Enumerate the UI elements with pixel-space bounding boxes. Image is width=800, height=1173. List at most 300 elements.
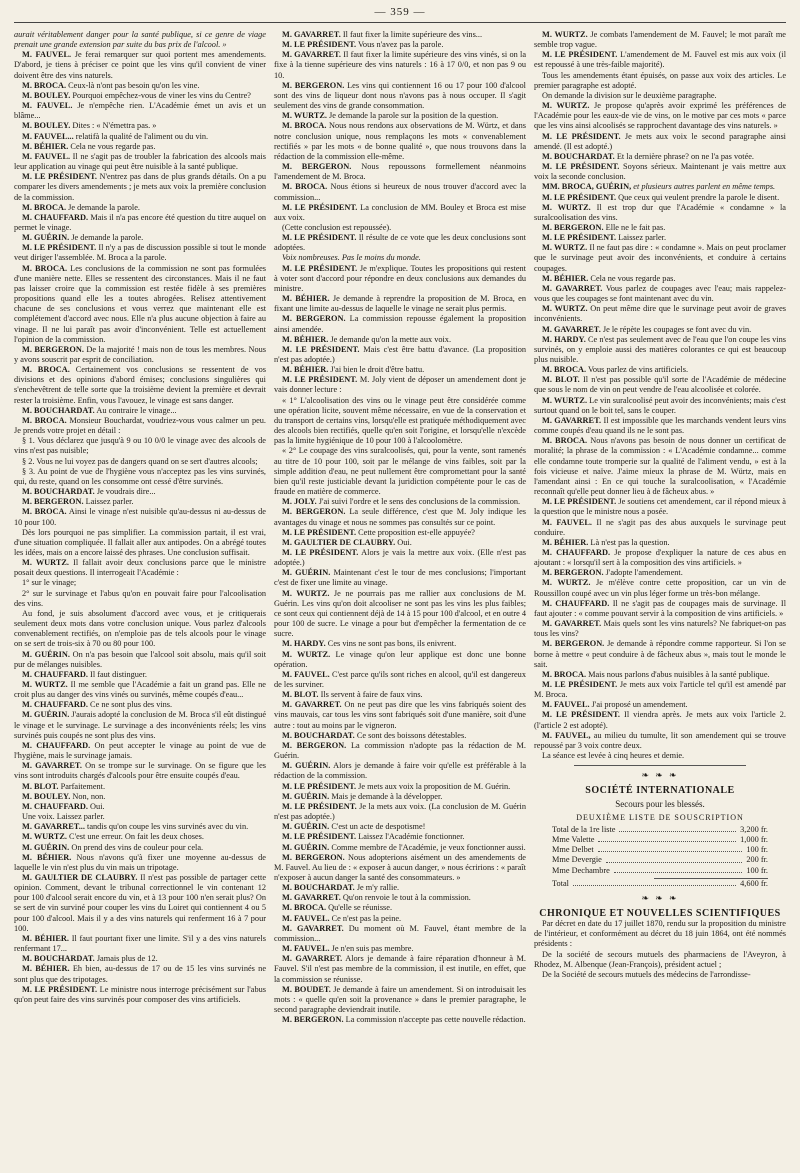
paragraph-text: Mais il n'a pas encore été question du titre auquel on permet le vinage. [14, 212, 266, 232]
subscription-list-title: DEUXIÈME LISTE DE SOUSCRIPTION [576, 812, 744, 822]
speaker-name: M. BÉHIER. [282, 294, 330, 304]
speaker-name: M. BOULEY. [22, 791, 71, 801]
paragraph-text: Il n'y a pas de discussion possible si tout le monde veut diriger l'assemblée. M. Broca a la parole. [14, 243, 266, 263]
paragraph-text: On n'a pas besoin que l'alcool soit absolu, mais qu'il soit pur de mélanges nuisibles. [14, 649, 266, 669]
paragraph-text: Une voix. Laissez parler. [22, 812, 105, 822]
paragraph-text: « 2° Le coupage des vins suralcoolisés, qui, pour la vente, sont ramenés au titre de 10 pour 100, soit par le mélange de vins faibles, soit par la simple addition d'eau, ne peut nullement être compromettant pour la santé bien qu'il reste justiciable devant la juridiction compétente pour le cas de fraude en matière de commerce. [274, 446, 526, 497]
speaker-name: M. BERGERON. [282, 852, 345, 862]
speaker-name: M. BÉHIER. [22, 933, 69, 943]
paragraph [534, 751, 786, 761]
paragraph-text: § 1. Vous déclarez que jusqu'à 9 ou 10 0/0 le vinage avec des alcools de vins n'est pas nuisible; [14, 436, 266, 456]
speaker-name: M. GAVARRET. [282, 700, 342, 710]
paragraph [274, 335, 526, 345]
paragraph-text: Ceux-là n'ont pas besoin qu'on les vine. [66, 80, 200, 90]
paragraph-text: Les vins qui contiennent 16 ou 17 pour 100 d'alcool sont des vins de liqueur dont nous n'avons pas à nous occuper. Il s'agit seulement des vins de grande consommation. [274, 80, 526, 111]
paragraph [274, 589, 526, 640]
speaker-name: M. BROCA. [282, 182, 328, 192]
paragraph-text: Je ferai remarquer sur quoi portent mes amendements. D'abord, je tiens à préciser ce point que les vins qu'il convient de viner doivent être des vins naturels. [14, 50, 266, 80]
paragraph-text: aurait véritablement danger pour la santé publique, si ce genre de viage prenait une grande extension par suite du bas prix de l'alcool. » [14, 30, 266, 50]
paragraph-text: Je mets aux voix la proposition de M. Guérin. [356, 781, 511, 791]
paragraph [14, 121, 266, 131]
paragraph-text: Au fond, je suis absolument d'accord avec vous, et je critiquerais seulement deux mots dans votre conclusion unique. Vous parlez d'alcools convenablement rectifiés, on n'emploie pas de tels alcools pour le vinage on se sert de trois-six à 70 ou 80 pour 100. [14, 608, 266, 649]
paragraph [534, 304, 786, 324]
speaker-name: M. WURTZ. [542, 395, 588, 405]
speaker-name: M. WURTZ. [542, 30, 588, 39]
paragraph-text: Il fallait avoir deux conclusions parce que le ministre posait deux questions. Il interrogeait l'Académie : [14, 558, 266, 578]
speaker-name: M. LE PRÉSIDENT. [542, 192, 617, 202]
paragraph-text: Le vin suralcoolisé peut avoir des inconvénients; mais c'est surtout quand on le boit tel, sans le couper. [534, 395, 786, 415]
speaker-name: M. BERGERON. [542, 222, 604, 232]
subscription-amount: 100 fr. [746, 845, 768, 855]
paragraph [534, 274, 786, 284]
paragraph-text: Je voudrais dire... [94, 487, 156, 497]
speaker-name: M. LE PRÉSIDENT. [22, 984, 98, 994]
speaker-name: M. LE PRÉSIDENT. [282, 801, 357, 811]
paragraph [14, 609, 266, 650]
paragraph [14, 243, 266, 263]
speaker-name: M. FAUVEL... [22, 131, 74, 141]
paragraph [534, 132, 786, 152]
paragraph-text: Cela ne vous regarde pas. [588, 273, 676, 283]
paragraph [14, 365, 266, 406]
paragraph-text: Les conclusions de la commission ne sont pas formulées d'une manière nette. Elles se ressentent des circonstances. Mais il ne faut pas laisser croire que la commission est restée fidèle à ses premières propositions quand elle les a toutes abrogées. Relisez attentivement chacune de ses conclusions et vous verrez que maintenant elle est complétement d'accord avec nous. Elle n'a plus aucune objection à faire au vinage. Il ne lui paraît pas avoir d'inconvénient. Telle est actuellement l'opinion de la commission. [14, 263, 266, 344]
paragraph [14, 792, 266, 802]
paragraph-text: Je mets aux voix le second paragraphe ainsi amendé. (Il est adopté.) [534, 131, 786, 151]
speaker-name: M. FAUVEL. [22, 151, 71, 161]
paragraph [274, 203, 526, 223]
paragraph-text: Je m'élève contre cette proposition, car un vin de Roussillon coupé avec un vin plus léger forme un très-bon mélange. [534, 578, 786, 598]
paragraph [14, 761, 266, 781]
paragraph-text: Je propose d'expliquer la nature de ces abus en ajoutant : « lorsqu'il sert à la composition des vins artificiels. » [534, 547, 786, 568]
speaker-name: M. WURTZ. [542, 101, 590, 111]
speaker-name: M. BERGERON. [282, 80, 345, 90]
paragraph [274, 802, 526, 822]
dot-leader [598, 835, 736, 842]
paragraph-text: Alors je vais la mettre aux voix. (Elle n'est pas adoptée.) [274, 547, 526, 568]
paragraph [274, 731, 526, 741]
speaker-name: M. BOUCHARDAT. [22, 954, 95, 964]
subscriber-name: Mme Delbet [552, 845, 594, 855]
speaker-name: M. FAUVEL. [282, 913, 330, 923]
dot-leader [606, 855, 742, 862]
paragraph [274, 700, 526, 730]
paragraph-text: Je demande à reprendre la proposition de M. Broca, en fixant une limite au-dessus de laquelle le vinage ne serait plus permis. [274, 294, 526, 314]
paragraph [534, 233, 786, 243]
paragraph [274, 223, 526, 233]
paragraph-text: Mais c'est être battu d'avance. (La proposition n'est pas adoptée.) [274, 344, 526, 364]
paragraph-text: Soyons sérieux. Maintenant je vais mettre aux voix la seconde conclusion. [534, 162, 786, 182]
speaker-name: M. WURTZ. [282, 111, 327, 121]
speaker-name: M. BROCA. [282, 121, 327, 131]
paragraph-text: M. Joly vient de déposer un amendement dont je vais donner lecture : [274, 375, 526, 395]
speaker-name: M. WURTZ. [22, 558, 70, 568]
paragraph [274, 497, 526, 507]
paragraph-text: Dites : « N'émettra pas. » [70, 121, 157, 131]
paragraph [534, 731, 786, 751]
paragraph-text: Nous étions si heureux de nous trouver d'accord avec la commission... [274, 182, 526, 202]
paragraph [274, 954, 526, 984]
paragraph [274, 528, 526, 538]
paragraph [274, 639, 526, 649]
paragraph [534, 578, 786, 598]
paragraph-text: La commission n'accepte pas cette nouvelle rédaction. [343, 1015, 526, 1025]
column-2 [274, 30, 526, 1169]
paragraph-text: Dès lors pourquoi ne pas simplifier. La commission partait, il est vrai, d'une situation compliquée. Il fallait aller aux antipodes. On a abrégé toutes les idées, mais on a encore laissé des phrases. Une conclusion suffisait. [14, 527, 266, 557]
paragraph [14, 985, 266, 1005]
speaker-name: M. BERGERON. [542, 639, 605, 649]
paragraph-text: Je soutiens cet amendement, car il répond mieux à la question que le ministre nous a posée. [534, 497, 786, 517]
speaker-name: M. BÉHIER. [282, 334, 329, 344]
paragraph-text: Je n'empêche rien. L'Académie émet un avis et un blâme... [14, 101, 266, 121]
speaker-name: M. BROCA. [22, 80, 67, 90]
paragraph [274, 446, 526, 497]
paragraph-text: Ils servent à faire de faux vins. [318, 690, 423, 700]
speaker-name: M. GAVARRET... [22, 822, 85, 832]
subscription-amount: 1,000 fr. [740, 835, 768, 845]
subscription-amount: 3,200 fr. [740, 824, 768, 834]
total-label: Total [552, 878, 569, 888]
paragraph [274, 182, 526, 202]
paragraph-text: La commission repousse également la proposition ainsi amendée. [274, 314, 526, 334]
paragraph [534, 396, 786, 416]
speaker-name: M. BOUCHARDAT. [22, 405, 95, 415]
speaker-name: M. BROCA. [542, 436, 588, 446]
speaker-name: M. BLOT. [542, 375, 580, 385]
speaker-name: M. GAVARRET. [282, 923, 344, 933]
speaker-name: M. LE PRÉSIDENT. [282, 344, 360, 354]
paragraph-text: Nous adopterions aisément un des amendements de M. Fauvel. Au lieu de : « exposer à aucun danger, » nous écririons : « paraît n'exposer à aucun danger la santé des consommateurs. » [274, 852, 526, 882]
speaker-name: M. GAVARRET. [282, 50, 341, 60]
speaker-name: M. WURTZ. [542, 202, 591, 212]
dot-leader [619, 825, 736, 832]
paragraph-text: Je demande la parole sur la position de la question. [326, 111, 499, 121]
paragraph [534, 670, 786, 680]
speaker-name: M. BLOT. [282, 690, 319, 700]
paragraph-text: Monsieur Bouchardat, voudriez-vous vous calmer un peu. Je prends votre projet en détail : [14, 415, 266, 436]
speaker-name: M. BÉHIER. [22, 964, 70, 974]
paragraph-text: (Cette conclusion est repoussée). [282, 222, 392, 232]
speaker-name: M. BROCA. [282, 903, 327, 913]
paragraph-text: La seule différence, c'est que M. Joly indique les avantages du vinage et nous ne sommes pas consultés sur ce point. [274, 507, 526, 527]
speaker-name: M. WURTZ. [282, 588, 330, 598]
speaker-name: M. GAULTIER DE CLAUBRY. [22, 872, 138, 882]
paragraph-text: Maintenant c'est le tour de mes conclusions; l'important c'est de fixer une limite au vinage. [274, 568, 526, 588]
paragraph-text: J'adopte l'amendement. [603, 568, 683, 578]
speaker-name: M. LE PRÉSIDENT. [282, 202, 358, 212]
speaker-name: M. WURTZ. [542, 578, 591, 588]
paragraph [274, 761, 526, 781]
paragraph [14, 416, 266, 436]
speaker-name: M. LE PRÉSIDENT. [22, 243, 97, 253]
speaker-name: M. BÉHIER. [22, 141, 69, 151]
paragraph-text: et plusieurs autres parlent en même temps. [631, 182, 776, 192]
paragraph-text: Il n'est pas possible qu'il sorte de l'Académie de médecine que sous le nom de vin on peut vendre de l'eau alcoolisée et colorée. [534, 375, 786, 395]
paragraph-text: Le ministre nous interroge précisément sur l'abus qu'on peut faire des vins survinés pour composer des vins artificiels. [14, 984, 266, 1004]
paragraph-text: Nous repoussons formellement néanmoins l'amendement de M. Broca. [274, 162, 526, 182]
paragraph-text: Ce n'est pas la peine. [329, 913, 402, 923]
paragraph [274, 253, 526, 263]
paragraph [14, 30, 266, 50]
paragraph-text: Je m'y rallie. [354, 883, 400, 893]
speaker-name: M. BÉHIER. [542, 273, 589, 283]
speaker-name: M. LE PRÉSIDENT. [542, 162, 620, 172]
speaker-name: M. LE PRÉSIDENT. [282, 375, 358, 385]
speaker-name: M. BROCA. [22, 507, 67, 517]
paragraph-text: Je la mets aux voix. (La conclusion de M. Guérin n'est pas adoptée.) [274, 801, 526, 822]
column-3 [534, 30, 786, 1169]
paragraph-text: Je n'en suis pas membre. [329, 944, 414, 954]
paragraph [274, 294, 526, 314]
paragraph [14, 802, 266, 812]
paragraph-text: J'aurais adopté la conclusion de M. Broca s'il eût distingué le vinage et le survinage. Le survinage a des inconvénients réels; les vins survinés puis coupés ne sont plus des vins. [14, 710, 266, 740]
paragraph-text: La séance est levée à cinq heures et demie. [542, 751, 685, 761]
paragraph-text: Au contraire le vinage... [94, 405, 177, 415]
paragraph [14, 172, 266, 202]
paragraph [14, 650, 266, 670]
paragraph-text: Laissez l'Académie fonctionner. [356, 832, 465, 842]
paragraph-text: tandis qu'on coupe les vins survinés avec du vin. [84, 822, 249, 832]
paragraph-text: Cette proposition est-elle appuyée? [356, 527, 475, 537]
speaker-name: M. FAUVEL. [22, 50, 72, 60]
paragraph [534, 325, 786, 335]
paragraph [14, 264, 266, 345]
paragraph-text: Il ne faut pas dire : « condamne ». Mais on peut proclamer que le survinage peut avoir des inconvénients, et conduire à certains coupages. [534, 243, 786, 273]
paragraph [274, 40, 526, 50]
subscription-row [534, 825, 786, 835]
paragraph [14, 822, 266, 832]
speaker-name: M. GUÉRIN. [22, 233, 70, 243]
paragraph-text: Il résulte de ce vote que les deux conclusions sont adoptées. [274, 233, 526, 253]
paragraph-text: Le vinage qu'on leur applique est donc une bonne opération. [274, 649, 526, 669]
chronique-paragraph: Par décret en date du 17 juillet 1870, rendu sur la proposition du ministre de l'intérieur, et conformément au décret du 18 juin 1864, ont été nommés présidents : [534, 919, 786, 949]
paragraph-text: Du moment où M. Fauvel, étant membre de la commission... [274, 923, 526, 943]
speaker-name: M. GAVARRET. [542, 324, 601, 334]
paragraph [274, 944, 526, 954]
paragraph [534, 203, 786, 223]
speaker-name: M. BERGERON. [22, 497, 84, 507]
speaker-name: M. BROCA. [542, 365, 587, 375]
speaker-name: M. BOUDET. [282, 984, 331, 994]
paragraph-text: Je demande à faire un amendement. Si on introduisait les mots : « quelle qu'en soit la provenance » dans le premier paragraphe, le second paragraphe deviendrait inutile. [274, 984, 526, 1014]
speaker-name: M. BOUCHARDAT. [282, 730, 355, 740]
paragraph-text: Elle ne le fait pas. [603, 222, 666, 232]
paragraph [14, 873, 266, 934]
paragraph [14, 213, 266, 233]
speaker-name: M. BERGERON. [282, 162, 352, 172]
speaker-name: M. LE PRÉSIDENT. [542, 131, 621, 141]
paragraph [534, 284, 786, 304]
paragraph-text: Je m'explique. Toutes les propositions qui restent à voter sont d'accord pour répondre en deux conclusions aux demandes du ministre. [274, 263, 526, 293]
speaker-name: M. LE PRÉSIDENT. [282, 832, 357, 842]
paragraph [274, 741, 526, 761]
paragraph [274, 50, 526, 80]
speaker-name: M. BOULEY. [22, 90, 71, 100]
paragraph-text: Vous parlez de vins artificiels. [586, 365, 689, 375]
paragraph-text: relatifà la qualité de l'aliment ou du vin. [73, 131, 209, 141]
paragraph-text: § 2. Vous ne lui voyez pas de dangers quand on se sert d'autres alcools; [22, 456, 258, 466]
paragraph [274, 914, 526, 924]
subscription-row [534, 866, 786, 876]
paragraph [274, 853, 526, 883]
speaker-name: M. CHAUFFARD. [22, 669, 88, 679]
paragraph [14, 50, 266, 80]
paragraph [274, 111, 526, 121]
paragraph [14, 589, 266, 609]
paragraph-text: J'ai bien le droit d'être battu. [328, 365, 425, 375]
paragraph-text: N'entrez pas dans de plus grands détails. On a pu comparer les divers amendements ; je mets aux voix la première conclusion de la commission. [14, 172, 266, 202]
paragraph-text: Je demande la parole. [69, 233, 144, 243]
speaker-name: M. BERGERON. [282, 740, 347, 750]
paragraph [534, 50, 786, 70]
paragraph [274, 162, 526, 182]
speaker-name: M. WURTZ. [542, 304, 588, 314]
paragraph-text: La conclusion de MM. Bouley et Broca est mise aux voix. [274, 202, 526, 222]
paragraph-text: Laissez parler. [83, 497, 134, 507]
speaker-name: M. FAUVEL, [542, 730, 591, 740]
paragraph [534, 619, 786, 639]
paragraph [534, 416, 786, 436]
speaker-name: M. BÉHIER. [542, 537, 589, 547]
speaker-name: M. LE PRÉSIDENT. [282, 781, 357, 791]
paragraph-text: Mais nous parlons d'abus nuisibles à la santé publique. [586, 669, 770, 679]
subscriber-name: Mme Devergie [552, 855, 602, 865]
paragraph-text: Ce sont des boissons détestables. [354, 730, 467, 740]
paragraph-text: L'amendement de M. Fauvel est mis aux voix (il est repoussé à une très-faible majorité). [534, 50, 786, 70]
subscription-list [534, 825, 786, 876]
speaker-name: M. FAUVEL. [542, 700, 590, 710]
speaker-name: M. BERGERON. [282, 507, 346, 517]
speaker-name: M. LE PRÉSIDENT. [542, 680, 618, 689]
paragraph-text: Mais je demande à la développer. [329, 791, 443, 801]
paragraph-text: Ces vins ne sont pas bons, ils enivrent. [325, 639, 457, 649]
speaker-name: M. GUÉRIN. [282, 822, 330, 832]
subscription-row [534, 855, 786, 865]
paragraph [534, 639, 786, 669]
paragraph-text: On prend des vins de couleur pour cela. [69, 842, 204, 852]
speaker-name: M. GAVARRET. [282, 893, 341, 903]
chronique-body [534, 919, 786, 980]
paragraph [274, 822, 526, 832]
speaker-name: M. GAULTIER DE CLAUBRY. [282, 537, 396, 547]
paragraph [534, 548, 786, 568]
subscription-row [534, 835, 786, 845]
total-amount: 4,600 fr. [740, 878, 768, 888]
paragraph [274, 396, 526, 447]
speaker-name: M. WURTZ. [542, 243, 588, 253]
speaker-name: M. LE PRÉSIDENT. [542, 710, 621, 720]
chronique-title: CHRONIQUE ET NOUVELLES SCIENTIFIQUES [539, 907, 781, 919]
paragraph-text: Il faut distinguer. [87, 669, 147, 679]
paragraph [274, 81, 526, 111]
speaker-name: M. WURTZ. [22, 680, 68, 689]
paragraph [14, 578, 266, 588]
paragraph-text: Il ne s'agit pas des abus auxquels le survinage peut conduire. [534, 517, 786, 537]
paragraph [14, 457, 266, 467]
paragraph-text: Il faut pourtant fixer une limite. S'il y a des vins naturels renfermant 17... [14, 933, 266, 954]
paragraph [274, 670, 526, 690]
paragraph [14, 558, 266, 578]
paragraph [14, 741, 266, 761]
paragraph [14, 132, 266, 142]
speaker-name: M. CHAUFFARD. [22, 700, 88, 710]
speaker-name: M. BROCA. [22, 263, 68, 273]
paragraph [534, 152, 786, 162]
paragraph-text: C'est une erreur. On fait les deux choses. [66, 832, 204, 842]
paragraph-text: Je propose qu'après avoir exprimé les préférences de l'Académie pour les eaux-de vie de vins, on le motive par ces mots « parce que les vins ainsi alcoolisés se rapprochent davantage des vins naturels. » [534, 101, 786, 131]
paragraph [534, 182, 786, 192]
paragraph [274, 264, 526, 294]
paragraph [274, 30, 526, 40]
speaker-name: M. HARDY. [542, 334, 586, 344]
speaker-name: M. BERGERON. [22, 344, 84, 354]
paragraph [274, 883, 526, 893]
speaker-name: M. LE PRÉSIDENT. [282, 233, 357, 243]
paragraph-text: C'est un acte de despotisme! [329, 822, 426, 832]
speaker-name: M. GAVARRET. [22, 761, 82, 771]
paragraph-text: 2° sur le survinage et l'abus qu'on en pouvait faire pour l'alcoolisation des vins. [14, 588, 266, 608]
paragraph [274, 538, 526, 548]
paragraph-text: Voix nombreuses. Pas le moins du monde. [282, 253, 421, 263]
chronique-paragraph: De la Société de secours mutuels des médecins de l'arrondisse- [542, 969, 751, 979]
paragraph [534, 680, 786, 700]
paragraph-text: Pourquoi empêchez-vous de viner les vins du Centre? [70, 90, 251, 100]
paragraph-text: Jamais plus de 12. [94, 954, 158, 964]
speaker-name: M. CHAUFFARD. [22, 740, 91, 750]
speaker-name: M. GAVARRET. [282, 954, 343, 964]
speaker-name: MM. BROCA, GUÉRIN, [542, 182, 632, 192]
speaker-name: M. BROCA. [22, 202, 67, 212]
speaker-name: M. BROCA. [22, 365, 70, 375]
paragraph-text: Mais quels sont les vins naturels? Ne fabriquet-on pas tous les vins? [534, 619, 786, 639]
paragraph [534, 599, 786, 619]
paragraph-text: au milieu du tumulte, lit son amendement qui se trouve repoussé par 3 voix contre deux. [534, 730, 786, 750]
chronique-paragraph: De la société de secours mutuels des pharmaciens de l'Aveyron, à Rhodez, M. Albenque (Jean-François), président actuel ; [534, 949, 786, 969]
paragraph [14, 954, 266, 964]
speaker-name: M. BÉHIER. [282, 365, 329, 375]
subscriber-name: Total de la 1re liste [552, 824, 616, 834]
paragraph [534, 71, 786, 91]
paragraph-text: Ce ne sont plus des vins. [87, 700, 173, 710]
paragraph [274, 233, 526, 253]
paragraph [14, 832, 266, 842]
speaker-name: M. CHAUFFARD. [542, 547, 611, 557]
speaker-name: M. BERGERON. [282, 1015, 344, 1025]
paragraph [14, 670, 266, 680]
dot-leader [573, 879, 736, 886]
speaker-name: M. GUÉRIN. [282, 761, 331, 771]
paragraph-text: Non, non. [70, 791, 106, 801]
speaker-name: M. BERGERON. [542, 568, 604, 578]
paragraph [14, 487, 266, 497]
columns [14, 30, 786, 1169]
paragraph [14, 710, 266, 740]
paragraph-text: Vous n'avez pas la parole. [356, 40, 444, 50]
speaker-name: M. GAVARRET. [542, 415, 602, 425]
paragraph-text: Il me semble que l'Académie a fait un grand pas. Elle ne croit plus au danger des vins vinés ou survinés, même coupés d'eau... [14, 680, 266, 700]
paragraph [274, 548, 526, 568]
paragraph [534, 365, 786, 375]
paragraph [274, 650, 526, 670]
speaker-name: M. WURTZ. [22, 832, 67, 842]
paragraph [274, 314, 526, 334]
paragraph [14, 467, 266, 487]
paragraph-text: Ainsi le vinage n'est nuisible qu'au-dessus ni au-dessus de 10 pour 100. [14, 507, 266, 527]
paragraph [534, 162, 786, 182]
speaker-name: M. CHAUFFARD. [542, 598, 610, 608]
paragraph-text: Il n'est pas possible de partager cette opinion. Comment, devant le tribunal correctionnel le vin contenant 12 pour 100 d'alcool serait encore du vin, et à 13 pour 100 n'en serait plus? On se sert de vin surviné pour couper les vins du Loiret qui contiennent 4 ou 5 pour 100 d'alcool. Mais il y a des vins naturels qui renferment 16 à 7 pour 100. [14, 872, 266, 933]
subscription-amount: 200 fr. [746, 855, 768, 865]
paragraph [14, 680, 266, 700]
